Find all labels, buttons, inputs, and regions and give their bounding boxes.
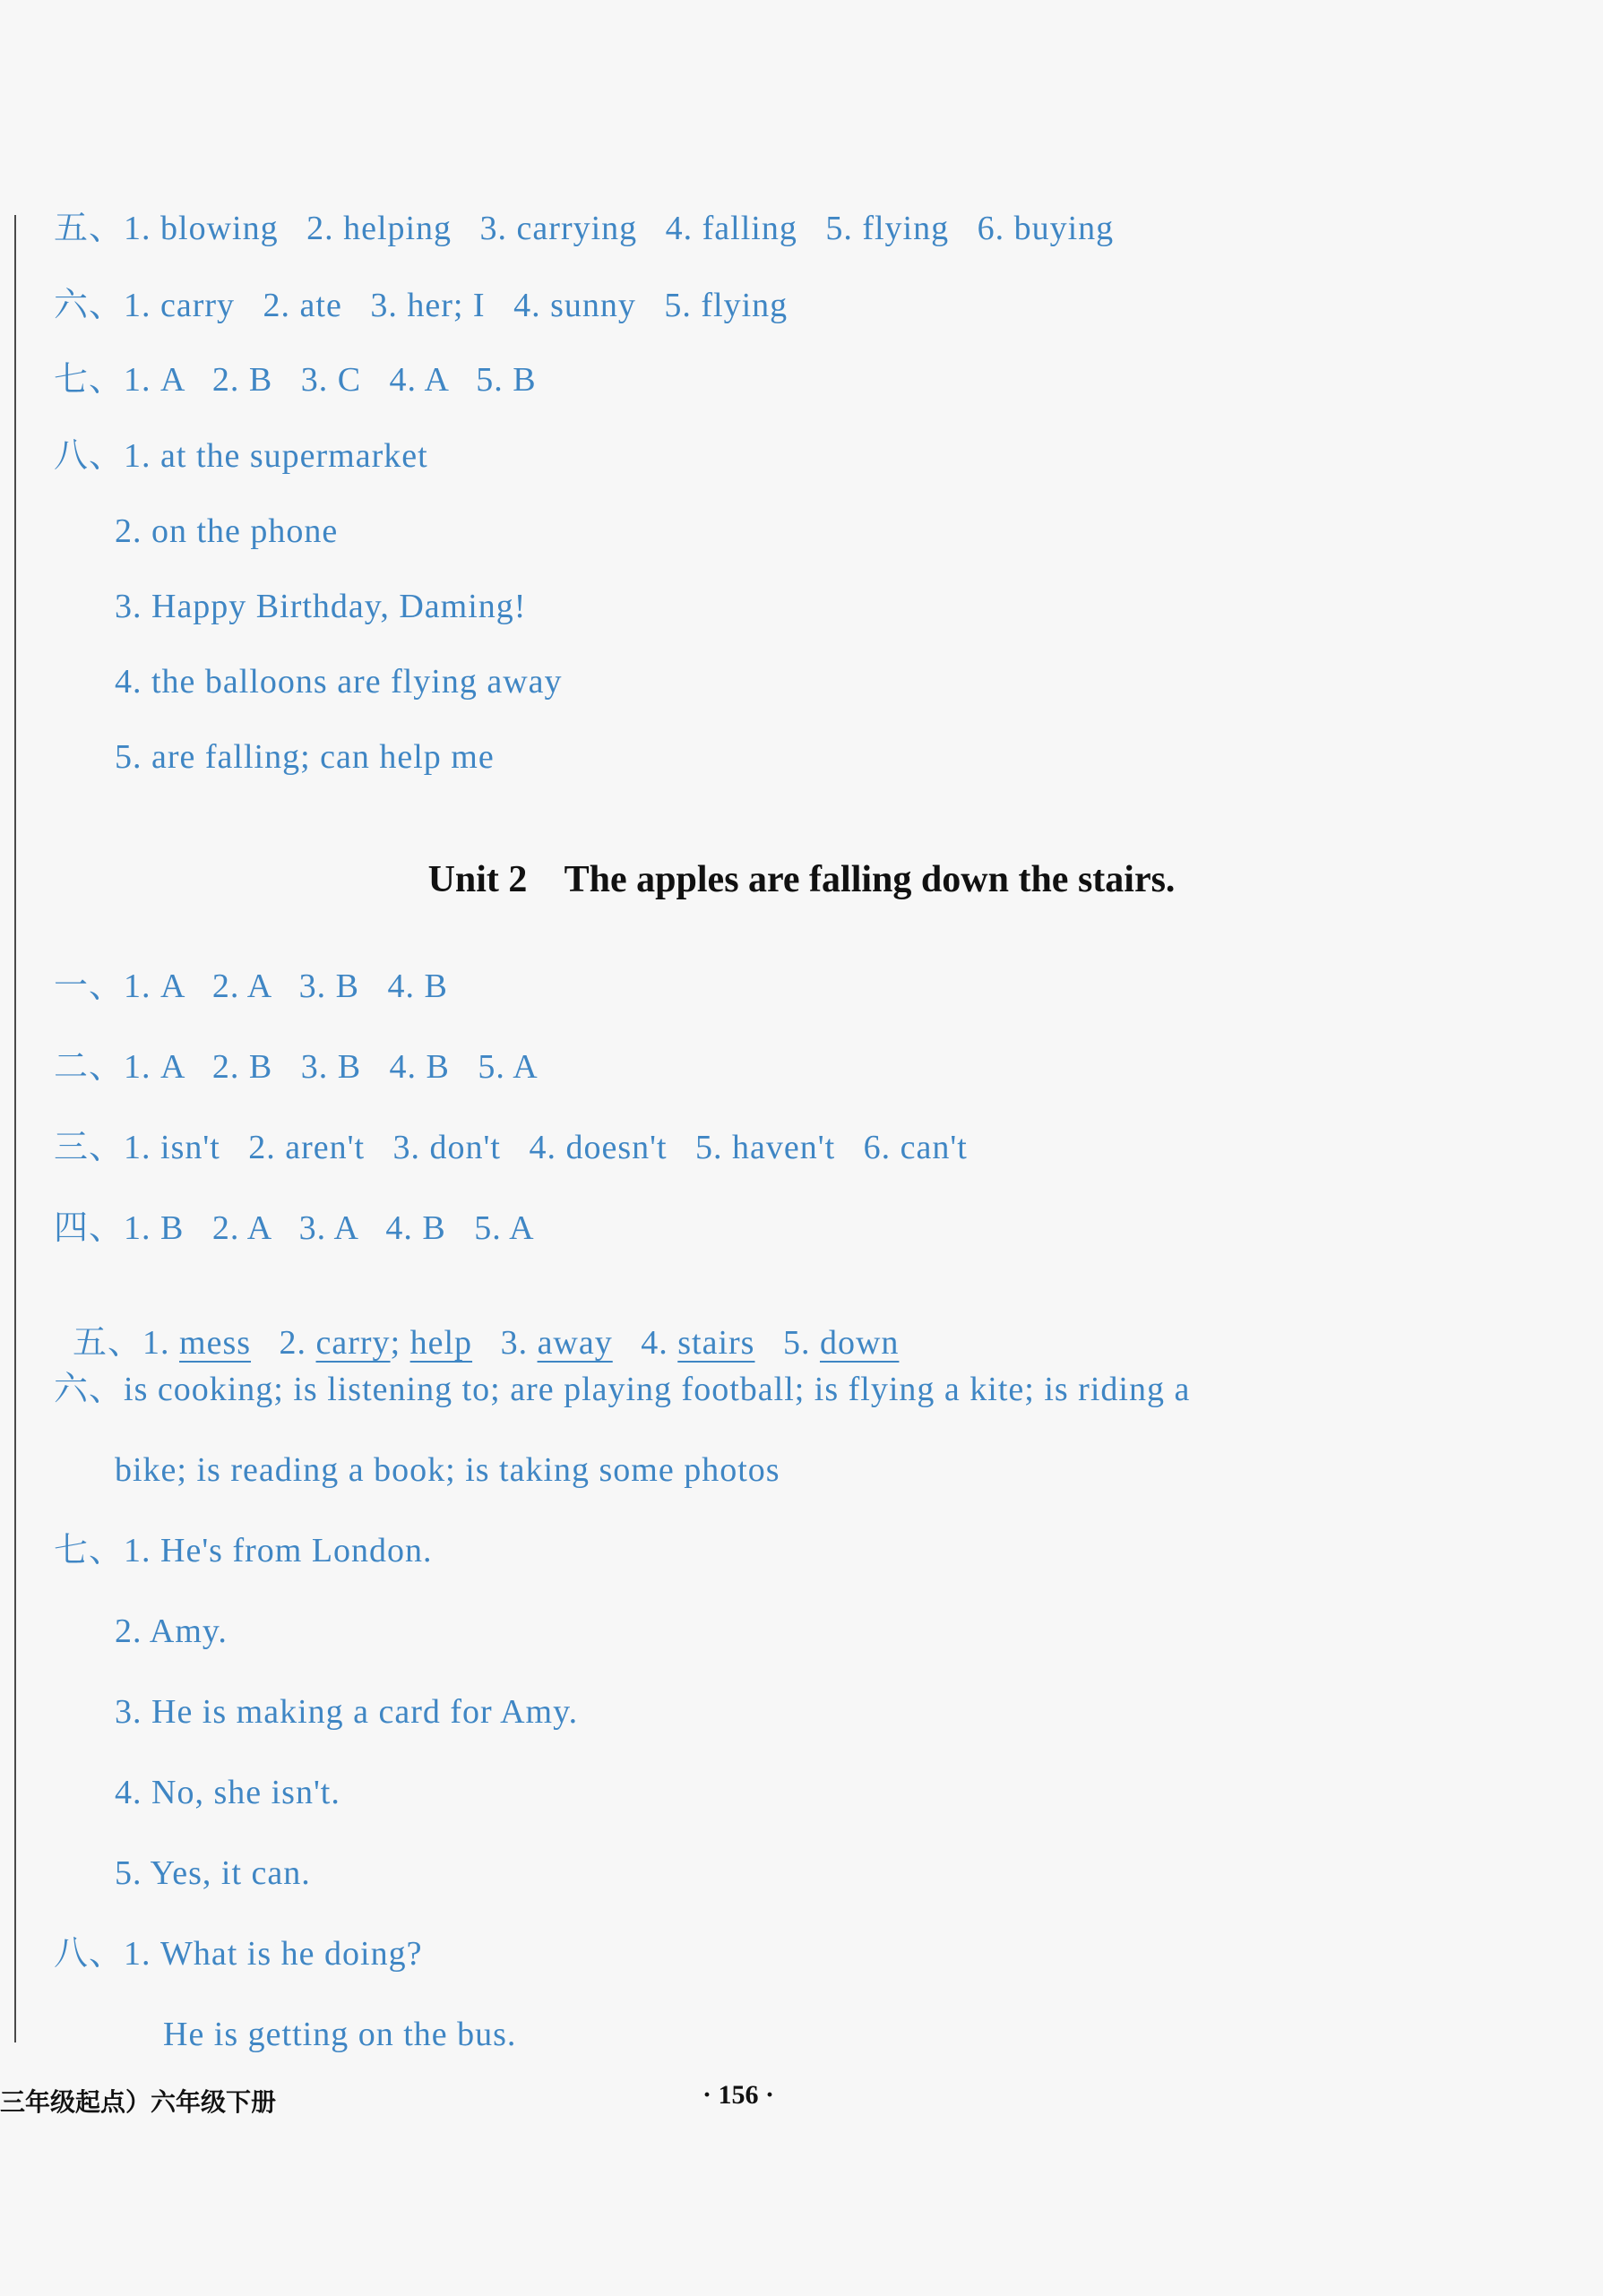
answer-line-u2-4: 四、1. B 2. A 3. A 4. B 5. A <box>54 1209 535 1247</box>
answer-line-5: 五、1. blowing 2. helping 3. carrying 4. falling 5. flying 6. buying <box>54 210 1115 247</box>
answer-line-u2-8: 八、1. What is he doing? <box>54 1935 423 1973</box>
answer-line-u2-3: 三、1. isn't 2. aren't 3. don't 4. doesn't 5. haven't 6. can't <box>54 1129 968 1166</box>
answer-line-u2-5: 五、1. mess 2. carry; help 3. away 4. stairs 5. down <box>73 1324 900 1362</box>
answer-line-8-4: 4. the balloons are flying away <box>115 663 563 701</box>
answer-line-u2-2: 二、1. A 2. B 3. B 4. B 5. A <box>54 1048 539 1086</box>
unit-heading: Unit 2 The apples are falling down the stairs. <box>427 859 1176 900</box>
answer-line-8: 八、1. at the supermarket <box>54 437 428 475</box>
answer-line-u2-7-4: 4. No, she isn't. <box>115 1774 340 1811</box>
answer-line-8-5: 5. are falling; can help me <box>115 738 495 776</box>
answer-line-u2-6: 六、is cooking; is listening to; are playing football; is flying a kite; is riding a <box>54 1371 1191 1408</box>
answer-line-u2-7: 七、1. He's from London. <box>54 1532 433 1569</box>
answer-line-8-3: 3. Happy Birthday, Daming! <box>115 588 527 625</box>
answer-line-u2-8-answer: He is getting on the bus. <box>163 2016 517 2053</box>
answer-line-u2-7-5: 5. Yes, it can. <box>115 1854 311 1892</box>
answer-line-u2-6-cont: bike; is reading a book; is taking some photos <box>115 1451 780 1489</box>
answer-line-u2-1: 一、1. A 2. A 3. B 4. B <box>54 967 448 1005</box>
answer-line-u2-7-2: 2. Amy. <box>115 1612 228 1650</box>
answer-line-8-2: 2. on the phone <box>115 512 339 550</box>
answer-line-6: 六、1. carry 2. ate 3. her; I 4. sunny 5. flying <box>54 287 789 324</box>
book-title-footer: 三年级起点）六年级下册 <box>0 2087 277 2117</box>
margin-rule <box>14 215 16 2042</box>
page-number: · 156 · <box>702 2080 775 2110</box>
answer-line-7: 七、1. A 2. B 3. C 4. A 5. B <box>54 361 537 399</box>
answer-line-u2-7-3: 3. He is making a card for Amy. <box>115 1693 579 1731</box>
